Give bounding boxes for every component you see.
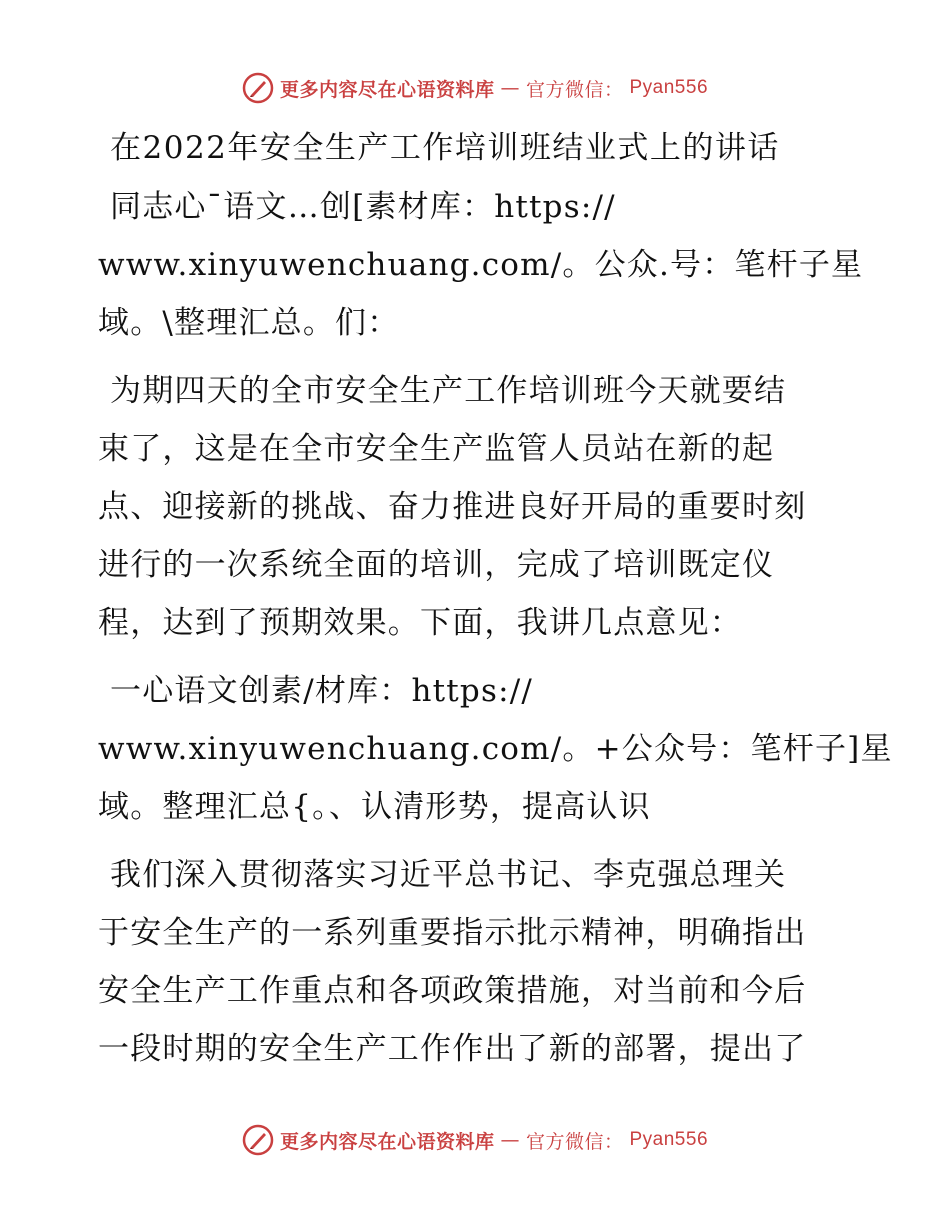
watermark-header xyxy=(0,72,950,104)
quill-logo-icon xyxy=(242,1124,274,1156)
quill-logo-icon xyxy=(242,72,274,104)
text-line: 安全生产工作重点和各项政策措施，对当前和今后 xyxy=(98,973,807,1009)
text-line: 束了，这是在全市安全生产监管人员站在新的起 xyxy=(98,431,775,467)
watermark-main-text: 更多内容尽在心语资料库 xyxy=(279,1130,495,1153)
watermark-wechat-label: 官方微信： xyxy=(525,1130,624,1153)
text-line: www.xinyuwenchuang.com/。+公众号：笔杆子]星 xyxy=(98,731,893,767)
text-line: 程，达到了预期效果。下面，我讲几点意见： xyxy=(98,605,742,641)
document-title: 在2022年安全生产工作培训班结业式上的讲话 xyxy=(110,130,780,166)
watermark-separator: — xyxy=(500,77,520,99)
document-body xyxy=(98,120,893,1088)
text-line: www.xinyuwenchuang.com/。公众.号：笔杆子星 xyxy=(98,247,864,283)
text-line: 于安全生产的一系列重要指示批示精神，明确指出 xyxy=(98,915,807,951)
text-line: 我们深入贯彻落实习近平总书记、李克强总理关 xyxy=(110,857,787,893)
watermark-main-text: 更多内容尽在心语资料库 xyxy=(279,78,495,101)
paragraph-body xyxy=(98,846,858,1078)
text-line: 同志心¯语文…创[素材库：https:// xyxy=(110,189,616,225)
watermark-wechat-id: Pyan556 xyxy=(629,77,709,98)
text-line: 一段时期的安全生产工作作出了新的部署，提出了 xyxy=(98,1031,807,1067)
watermark-wechat-label: 官方微信： xyxy=(525,78,624,101)
watermark-separator: — xyxy=(500,1129,520,1151)
text-line: 域。整理汇总{。、认清形势，提高认识 xyxy=(98,789,651,825)
watermark-footer xyxy=(0,1124,950,1156)
text-line: 为期四天的全市安全生产工作培训班今天就要结 xyxy=(110,373,787,409)
paragraph-intro xyxy=(98,362,858,652)
text-line: 域。\整理汇总。们： xyxy=(98,305,400,341)
text-line: 点、迎接新的挑战、奋力推进良好开局的重要时刻 xyxy=(98,489,807,525)
watermark-wechat-id: Pyan556 xyxy=(629,1129,709,1150)
paragraph-section-one xyxy=(98,662,893,836)
text-line: 进行的一次系统全面的培训，完成了培训既定仪 xyxy=(98,547,775,583)
paragraph-greeting xyxy=(98,178,864,352)
text-line: 一心语文创素/材库：https:// xyxy=(110,673,534,709)
